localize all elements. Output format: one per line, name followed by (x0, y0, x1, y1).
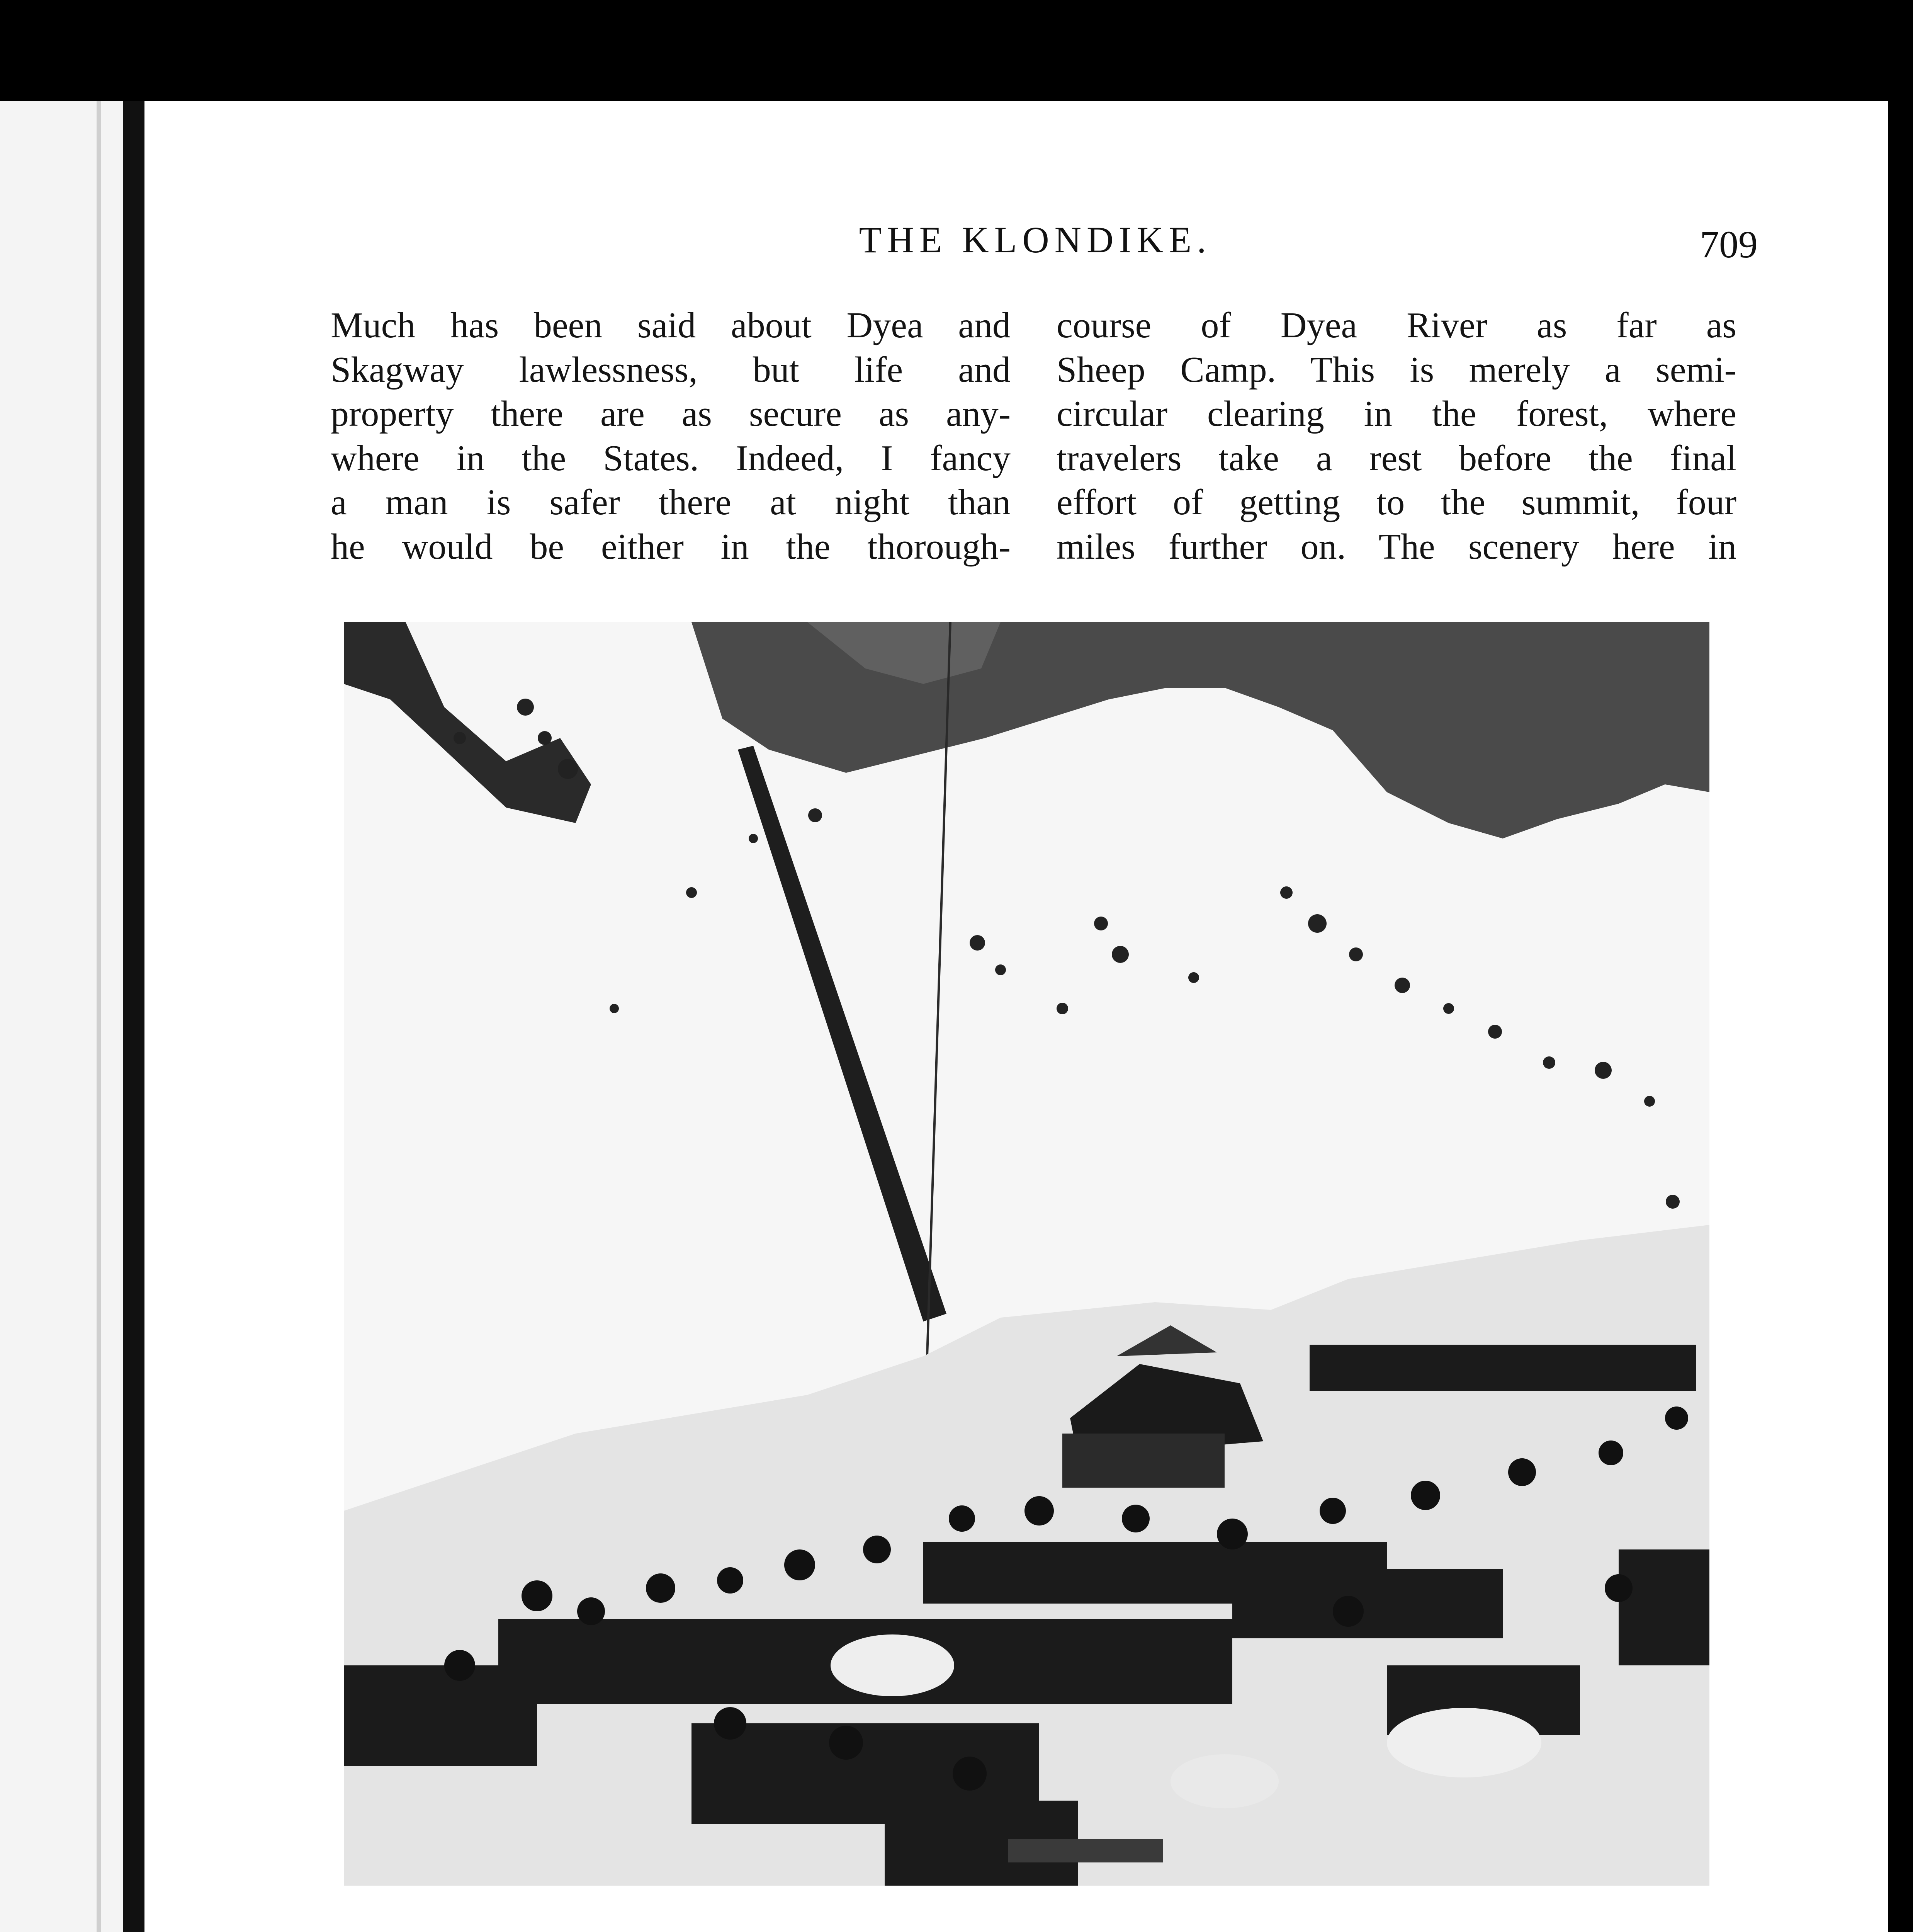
running-head: THE KLONDIKE. (859, 219, 1212, 260)
page-number: 709 (1700, 223, 1758, 266)
scan-border-top (0, 0, 1913, 101)
text-line: property there are as secure as any- (331, 394, 1011, 434)
text-line: travelers take a rest before the final (1057, 438, 1736, 478)
text-line: circular clearing in the forest, where (1057, 394, 1736, 434)
facing-page-edge (97, 101, 101, 1932)
chilkoot-pass-photograph (344, 622, 1709, 1886)
column-top-left (331, 303, 1011, 569)
column-top-right (1057, 303, 1736, 569)
text-line: Sheep Camp. This is merely a semi- (1057, 349, 1736, 390)
text-line: course of Dyea River as far as (1057, 305, 1736, 345)
text-line: where in the States. Indeed, I fancy (331, 438, 1011, 478)
text-line: Skagway lawlessness, but life and (331, 349, 1011, 390)
text-line: effort of getting to the summit, four (1057, 482, 1736, 522)
book-spine-shadow (123, 101, 144, 1932)
text-line: miles further on. The scenery here in (1057, 526, 1736, 567)
left-margin (0, 101, 123, 1932)
text-line: he would be either in the thorough- (331, 526, 1011, 567)
scan-border-right (1888, 0, 1913, 1932)
text-line: Much has been said about Dyea and (331, 305, 1011, 345)
text-line: a man is safer there at night than (331, 482, 1011, 522)
